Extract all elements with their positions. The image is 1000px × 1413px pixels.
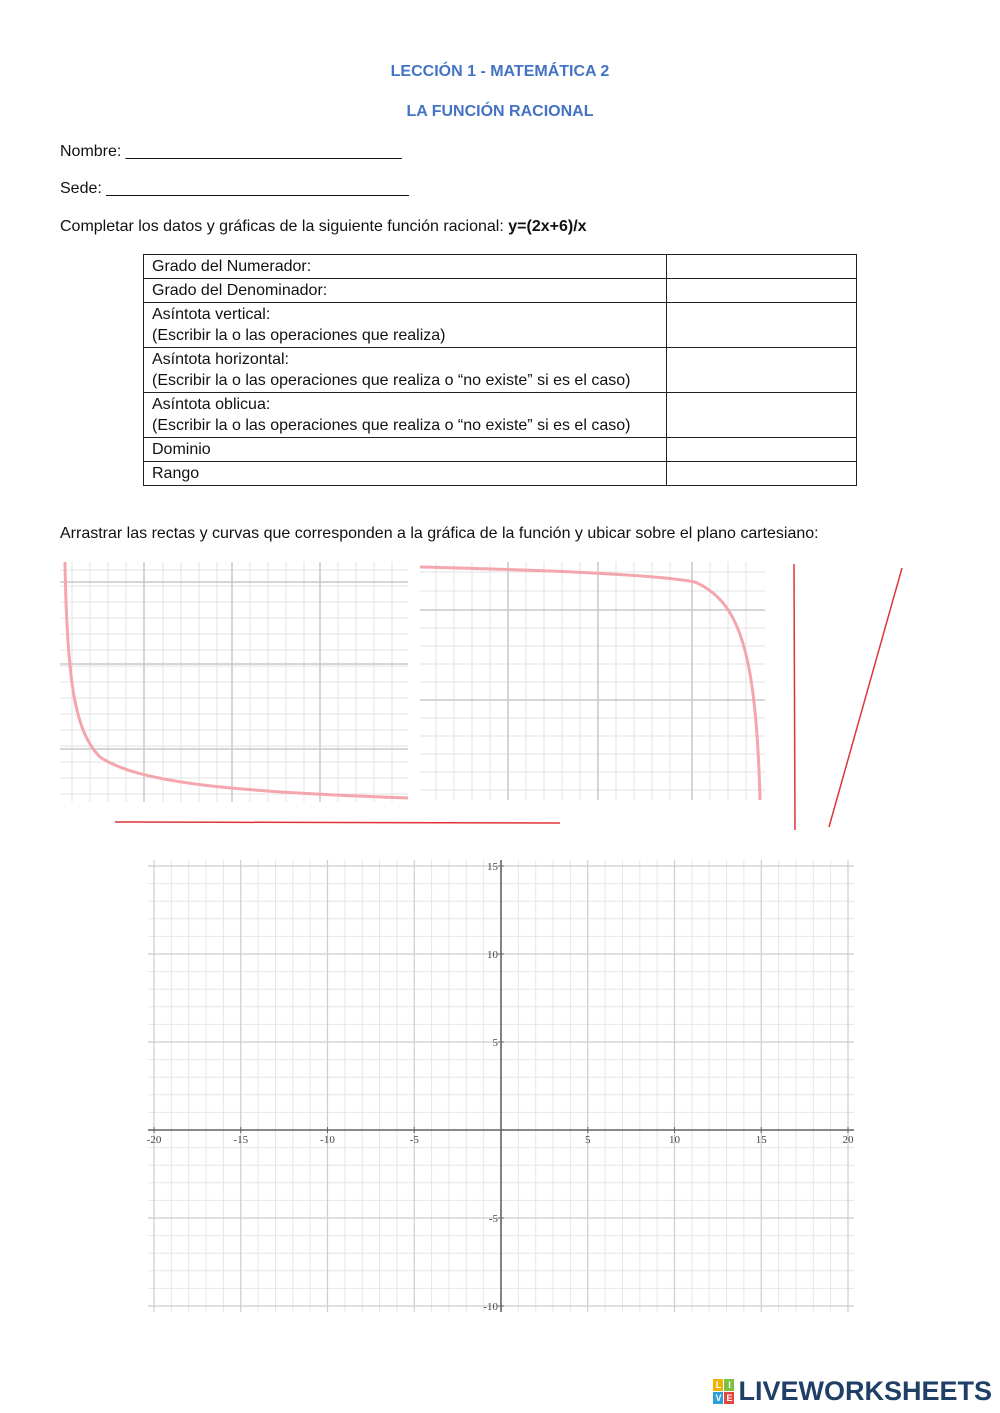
table-row [144, 348, 857, 393]
vertical-line-path [794, 564, 795, 830]
y-tick-label: 5 [492, 1037, 498, 1049]
instruction-text: Completar los datos y gráficas de la siguiente función racional: [60, 218, 509, 235]
x-tick-label: -10 [320, 1134, 335, 1146]
table-row [144, 255, 857, 279]
table-row [144, 303, 857, 348]
piece-grid [60, 562, 408, 802]
answer-cell[interactable] [667, 255, 857, 279]
x-tick-label: 20 [842, 1134, 854, 1146]
y-tick-label: -5 [488, 1213, 498, 1225]
answer-cell[interactable] [667, 462, 857, 486]
draggable-vertical-line[interactable] [788, 562, 802, 832]
row-label-hint: (Escribir la o las operaciones que realiza) [152, 327, 446, 344]
data-table [143, 254, 857, 486]
curve-path [420, 567, 760, 800]
horizontal-line-path [115, 822, 560, 823]
row-label-hint: (Escribir la o las operaciones que realiza o “no existe” si es el caso) [152, 417, 631, 434]
row-label-text: Grado del Denominador: [152, 282, 328, 299]
answer-cell[interactable] [667, 438, 857, 462]
y-tick-label: -10 [483, 1301, 498, 1313]
row-label-text: Asíntota vertical: [152, 306, 271, 323]
y-tick-label: 15 [487, 861, 498, 873]
row-label [144, 438, 667, 462]
site-field[interactable]: Sede: __________________________________ [60, 180, 409, 197]
row-label-text: Asíntota horizontal: [152, 351, 289, 368]
x-tick-label: -20 [146, 1134, 162, 1146]
row-label [144, 462, 667, 486]
curve-path [65, 562, 408, 798]
drag-instruction: Arrastrar las rectas y curvas que corresponden a la gráfica de la función y ubicar sobre el plano cartesiano: [60, 525, 819, 542]
logo-letter: E [726, 1393, 733, 1403]
row-label-text: Rango [152, 465, 200, 482]
draggable-horizontal-line[interactable] [112, 816, 564, 828]
logo-letter: I [724, 1379, 734, 1391]
table-row [144, 393, 857, 438]
row-label-hint: (Escribir la o las operaciones que realiza o “no existe” si es el caso) [152, 372, 631, 389]
cartesian-plane[interactable] [140, 858, 860, 1316]
x-tick-label: 5 [585, 1134, 591, 1146]
liveworksheets-logo [713, 1376, 992, 1407]
row-label [144, 303, 667, 348]
logo-text: LIVEWORKSHEETS [738, 1376, 992, 1406]
draggable-curve-lower[interactable] [420, 562, 765, 800]
answer-cell[interactable] [667, 303, 857, 348]
answer-cell[interactable] [667, 279, 857, 303]
row-label-text: Asíntota oblicua: [152, 396, 271, 413]
lesson-title: LECCIÓN 1 - MATEMÁTICA 2 [390, 63, 610, 80]
row-label [144, 393, 667, 438]
topic-title: LA FUNCIÓN RACIONAL [406, 103, 594, 120]
table-row [144, 279, 857, 303]
complete-instruction [60, 218, 587, 236]
table-row [144, 438, 857, 462]
row-label [144, 279, 667, 303]
row-label-text: Grado del Numerador: [152, 258, 312, 275]
answer-cell[interactable] [667, 348, 857, 393]
x-tick-label: -5 [409, 1134, 419, 1146]
logo-letter: L [713, 1379, 723, 1391]
logo-icon [713, 1379, 734, 1404]
row-label-text: Dominio [152, 441, 211, 458]
logo-letter: V [715, 1393, 722, 1403]
axes [148, 860, 854, 1312]
x-tick-label: 15 [755, 1134, 767, 1146]
oblique-line-path [829, 568, 902, 827]
piece-grid [420, 562, 765, 800]
name-field[interactable]: Nombre: _______________________________ [60, 143, 402, 160]
x-tick-label: 10 [669, 1134, 680, 1146]
table-row [144, 462, 857, 486]
x-tick-label: -15 [233, 1134, 249, 1146]
draggable-curve-upper[interactable] [60, 562, 408, 802]
function-formula: y=(2x+6)/x [508, 218, 587, 235]
row-label [144, 255, 667, 279]
answer-cell[interactable] [667, 393, 857, 438]
y-tick-label: 10 [487, 949, 498, 961]
draggable-oblique-line[interactable] [824, 566, 908, 830]
row-label [144, 348, 667, 393]
